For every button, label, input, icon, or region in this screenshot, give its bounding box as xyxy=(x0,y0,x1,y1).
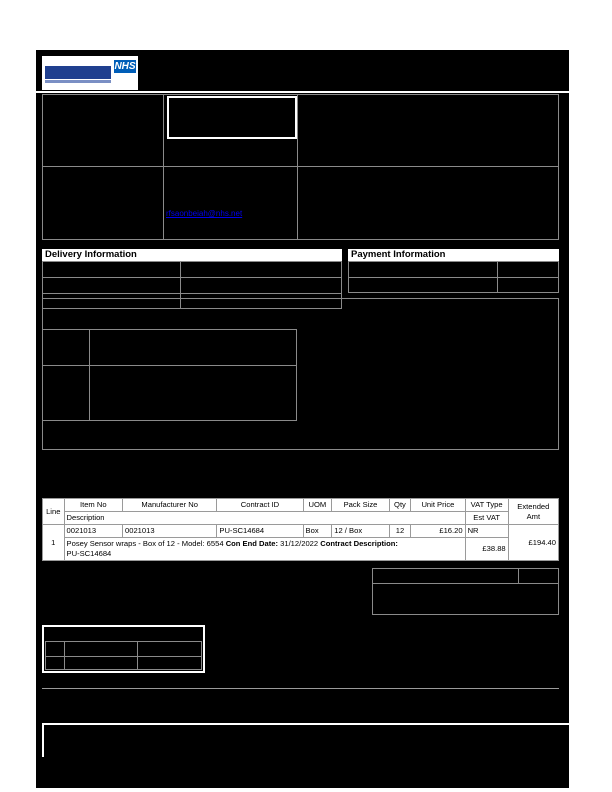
grid-divider-h xyxy=(42,166,559,167)
delivery-row-divider-1 xyxy=(42,277,342,278)
supplier-email-link[interactable]: rfsaonbeiah@nhs.net xyxy=(166,209,243,218)
order-items-table xyxy=(42,498,559,561)
header-vat-type: VAT Type xyxy=(465,499,508,512)
row-item-no: 0021013 xyxy=(64,525,122,538)
order-number-box xyxy=(167,96,297,139)
row-vat-type: NR xyxy=(465,525,508,538)
header-est-vat: Est VAT xyxy=(465,512,508,525)
payment-col-divider xyxy=(497,261,498,293)
table-header-row xyxy=(43,499,559,512)
row-unit-price: £16.20 xyxy=(411,525,465,538)
approval-row-divider xyxy=(45,656,202,657)
table-header-row-2 xyxy=(43,512,559,525)
purchase-order-page xyxy=(36,50,569,788)
header-item-no: Item No xyxy=(64,499,122,512)
grid-divider-v1 xyxy=(163,94,164,240)
notes-row-divider xyxy=(42,365,297,366)
row-contract-id: PU-SC14684 xyxy=(217,525,303,538)
totals-col-divider xyxy=(518,568,519,583)
grid-divider-v2 xyxy=(297,94,298,240)
nhs-logo xyxy=(42,56,138,90)
row-con-end-label: Con End Date: xyxy=(225,539,278,548)
terms-box xyxy=(42,723,576,757)
header-uom: UOM xyxy=(303,499,332,512)
header-extended-amt: Extended Amt xyxy=(508,499,558,525)
supplier-details-grid xyxy=(42,94,559,240)
header-manufacturer-no: Manufacturer No xyxy=(123,499,217,512)
header-qty: Qty xyxy=(389,499,411,512)
notes-inner-table xyxy=(42,329,297,421)
totals-box xyxy=(372,568,559,615)
row-con-end-value: 31/12/2022 xyxy=(280,539,319,548)
approval-col-divider-1 xyxy=(64,641,65,670)
nhs-logo-mark: NHS xyxy=(114,61,136,72)
approval-col-divider-2 xyxy=(137,641,138,670)
row-line: 1 xyxy=(43,525,65,561)
header-line: Line xyxy=(43,499,65,525)
delivery-row-divider-2 xyxy=(42,293,342,294)
notes-col-divider xyxy=(89,329,90,421)
header-description: Description xyxy=(64,512,465,525)
row-est-vat: £38.88 xyxy=(465,538,508,561)
header-divider xyxy=(36,91,569,93)
delivery-information-title: Delivery Information xyxy=(42,249,342,261)
header-pack-size: Pack Size xyxy=(332,499,389,512)
logo-subtitle-bar xyxy=(45,80,111,83)
row-qty: 12 xyxy=(389,525,411,538)
totals-row-divider xyxy=(372,583,559,584)
row-extended-amt: £194.40 xyxy=(508,525,558,561)
header-unit-price: Unit Price xyxy=(411,499,465,512)
table-row-description xyxy=(43,538,559,561)
row-contract-desc-label: Contract Description: xyxy=(320,539,398,548)
payment-row-divider xyxy=(348,277,559,278)
row-contract-desc-value: PU-SC14684 xyxy=(66,549,112,558)
row-description-text: Posey Sensor wraps - Box of 12 - Model: 6554 xyxy=(66,539,224,548)
row-manufacturer-no: 0021013 xyxy=(123,525,217,538)
header-contract-id: Contract ID xyxy=(217,499,303,512)
row-description xyxy=(64,538,465,561)
row-uom: Box xyxy=(303,525,332,538)
row-pack-size: 12 / Box xyxy=(332,525,389,538)
logo-trust-name-bar xyxy=(45,66,111,79)
payment-information-title: Payment Information xyxy=(348,249,559,261)
table-row xyxy=(43,525,559,538)
footer-divider xyxy=(42,688,559,689)
